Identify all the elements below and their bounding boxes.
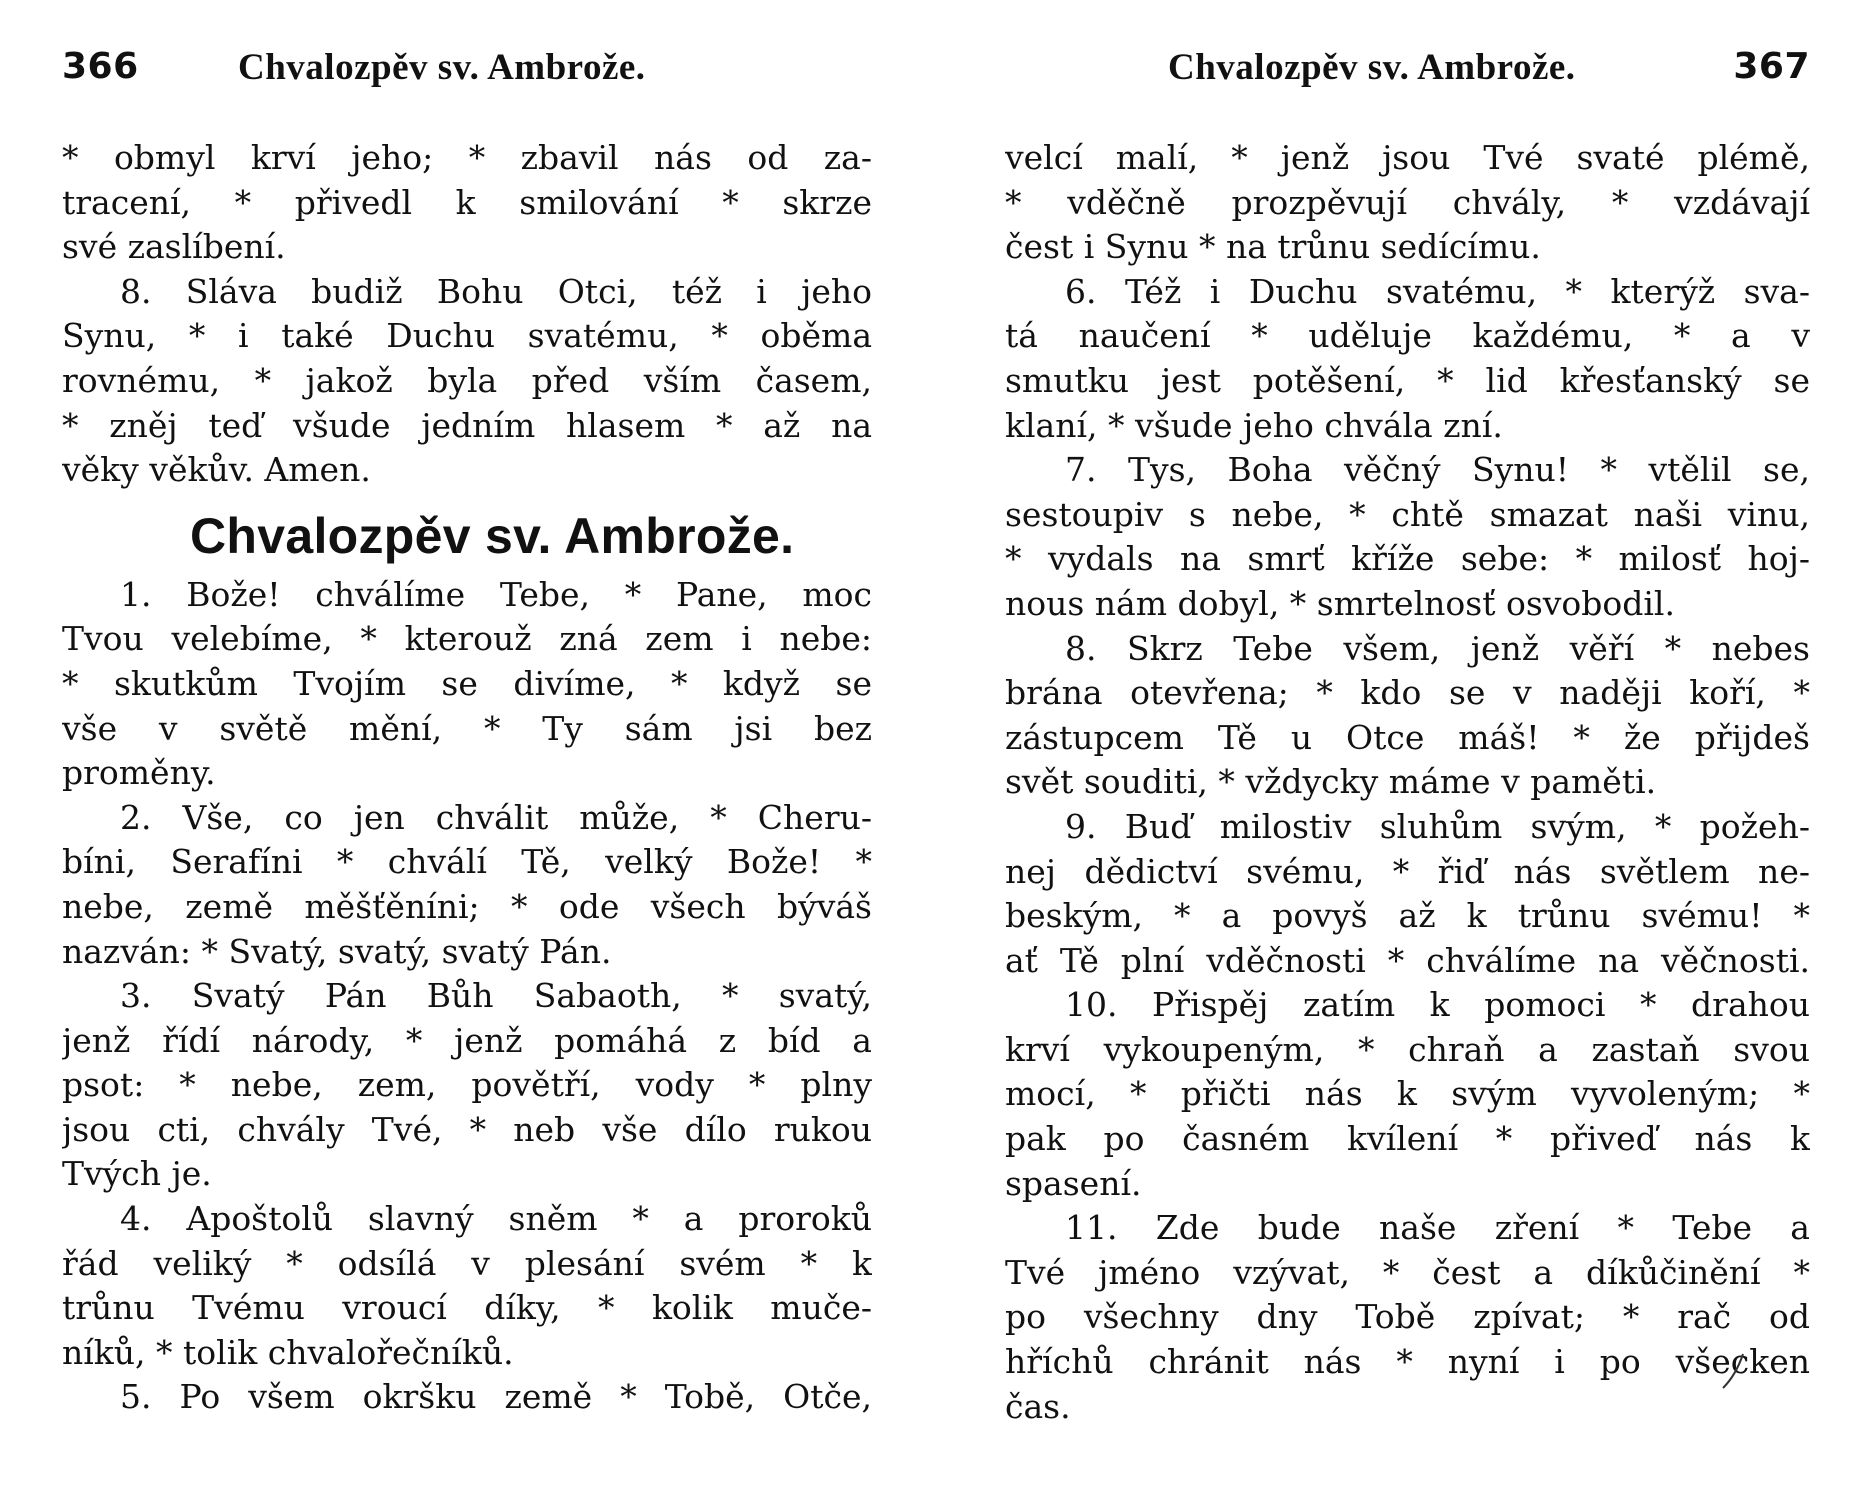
text-line: tá naučení * uděluje každému, * a v	[1005, 316, 1810, 356]
text-line: beským, * a povyš až k trůnu svému! *	[1005, 896, 1810, 936]
text-line: bíni, Serafíni * chválí Tě, velký Bože! *	[62, 842, 872, 882]
text-line: mocí, * přičti nás k svým vyvoleným; *	[1005, 1074, 1810, 1114]
text-line: Tvých je.	[62, 1154, 212, 1194]
text-line: nazván: * Svatý, svatý, svatý Pán.	[62, 931, 612, 971]
text-line: jenž řídí národy, * jenž pomáhá z bíd a	[62, 1020, 872, 1060]
text-line: velcí malí, * jenž jsou Tvé svaté plémě,	[1005, 138, 1810, 177]
text-line: Tvou velebíme, * kterouž zná zem i nebe:	[62, 619, 872, 659]
text-line: klaní, * všude jeho chvála zní.	[1005, 405, 1503, 445]
text-line: ať Tě plní vděčnosti * chválíme na věčnosti.	[1005, 940, 1810, 980]
right-page-number: 367	[1733, 46, 1810, 87]
text-line: proměny.	[62, 753, 216, 793]
section-heading: Chvalozpěv sv. Ambrože.	[190, 507, 795, 564]
text-line: nous nám dobyl, * smrtelnosť osvobodil.	[1005, 583, 1675, 623]
verse-start-line: 8. Skrz Tebe všem, jenž věří * nebes	[1065, 628, 1810, 668]
verse-start-line: 6. Též i Duchu svatému, * kterýž sva-	[1065, 271, 1810, 311]
left-page	[62, 0, 872, 1500]
verse-start-line: 2. Vše, co jen chválit může, * Cheru-	[120, 797, 872, 837]
text-line: * vydals na smrť kříže sebe: * milosť hoj-	[1005, 539, 1810, 579]
text-line: psot: * nebe, zem, povětří, vody * plny	[62, 1065, 872, 1105]
text-line: vše v světě mění, * Ty sám jsi bez	[62, 708, 872, 748]
text-line: své zaslíbení.	[62, 227, 286, 267]
right-page	[1005, 0, 1810, 1500]
text-line: věky věkův. Amen.	[62, 450, 371, 490]
text-line: nej dědictví svému, * řiď nás světlem ne-	[1005, 851, 1810, 891]
verse-start-line: 5. Po všem okršku země * Tobě, Otče,	[120, 1377, 872, 1417]
pencil-mark-icon	[1719, 1352, 1749, 1392]
text-line: * obmyl krví jeho; * zbavil nás od za-	[62, 138, 872, 177]
text-line: tracení, * přivedl k smilování * skrze	[62, 182, 872, 222]
left-page-number: 366	[62, 46, 139, 87]
text-line: sestoupiv s nebe, * chtě smazat naši vinu,	[1005, 494, 1810, 534]
text-line: pak po časném kvílení * přiveď nás k	[1005, 1119, 1810, 1159]
text-line: brána otevřena; * kdo se v naději koří, *	[1005, 673, 1810, 713]
text-line: nebe, země měšťěníni; * ode všech býváš	[62, 886, 872, 926]
text-line: trůnu Tvému vroucí díky, * kolik muče-	[62, 1288, 872, 1328]
text-line: zástupcem Tě u Otce máš! * že přijdeš	[1005, 717, 1810, 757]
text-line: rovnému, * jakož byla před vším časem,	[62, 360, 872, 400]
text-line: čest i Synu * na trůnu sedícímu.	[1005, 227, 1541, 267]
left-body-text	[62, 136, 872, 1420]
text-line: hříchů chránit nás * nyní i po všecken	[1005, 1342, 1810, 1382]
text-line: krví vykoupeným, * chraň a zastaň svou	[1005, 1029, 1810, 1069]
text-line: Tvé jméno vzývat, * čest a díkůčinění *	[1005, 1252, 1810, 1292]
verse-start-line: 8. Sláva budiž Bohu Otci, též i jeho	[120, 271, 872, 311]
right-body-text	[1005, 136, 1810, 1429]
text-line: smutku jest potěšení, * lid křesťanský se	[1005, 360, 1810, 400]
verse-start-line: 4. Apoštolů slavný sněm * a proroků	[120, 1199, 872, 1239]
verse-start-line: 10. Přispěj zatím k pomoci * drahou	[1065, 985, 1810, 1025]
right-running-head	[1005, 46, 1810, 102]
text-line: svět souditi, * vždycky máme v paměti.	[1005, 762, 1657, 802]
left-running-head	[62, 46, 872, 102]
right-running-title: Chvalozpěv sv. Ambrože.	[1168, 47, 1576, 88]
text-line: Synu, * i také Duchu svatému, * oběma	[62, 316, 872, 356]
text-line: * skutkům Tvojím se divíme, * když se	[62, 663, 872, 703]
verse-start-line: 1. Bože! chválíme Tebe, * Pane, moc	[120, 574, 872, 614]
text-line: spasení.	[1005, 1163, 1142, 1203]
text-line: níků, * tolik chvalořečníků.	[62, 1332, 514, 1372]
text-line: po všechny dny Tobě zpívat; * rač od	[1005, 1297, 1810, 1337]
text-line: řád veliký * odsílá v plesání svém * k	[62, 1243, 872, 1283]
verse-start-line: 9. Buď milostiv sluhům svým, * požeh-	[1065, 806, 1810, 846]
left-running-title: Chvalozpěv sv. Ambrože.	[238, 47, 646, 88]
text-line: * vděčně prozpěvují chvály, * vzdávají	[1005, 182, 1810, 222]
text-line: čas.	[1005, 1386, 1071, 1426]
text-line: jsou cti, chvály Tvé, * neb vše dílo rukou	[62, 1109, 872, 1149]
verse-start-line: 3. Svatý Pán Bůh Sabaoth, * svatý,	[120, 976, 872, 1016]
verse-start-line: 11. Zde bude naše zření * Tebe a	[1065, 1208, 1810, 1248]
text-line: * zněj teď všude jedním hlasem * až na	[62, 405, 872, 445]
verse-start-line: 7. Tys, Boha věčný Synu! * vtělil se,	[1065, 450, 1810, 490]
